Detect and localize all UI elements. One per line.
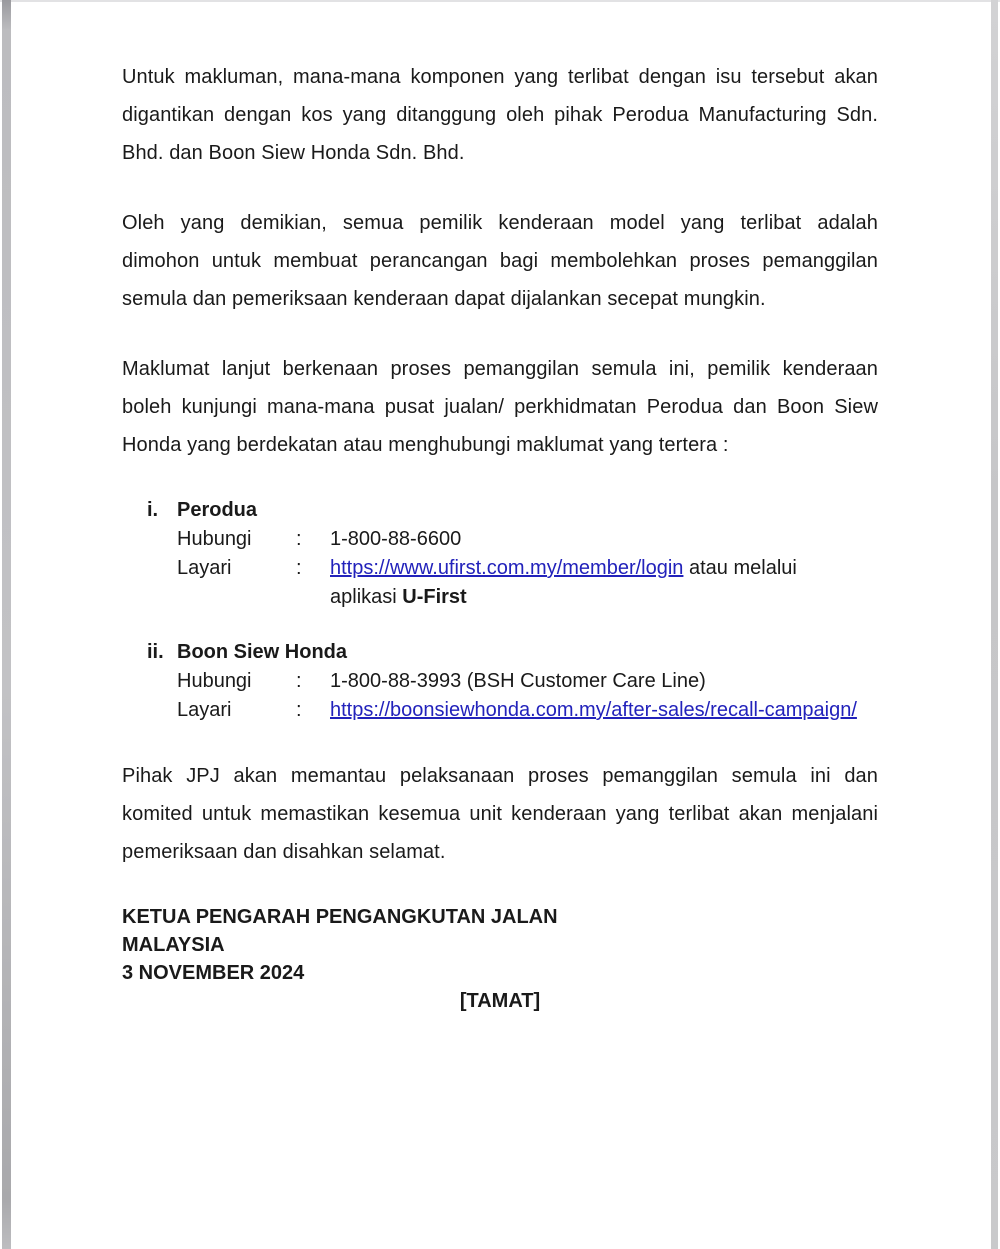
list-index: ii. <box>147 641 164 663</box>
paragraph-line: boleh kunjungi mana-mana pusat jualan/ perkhidmatan Perodua dan Boon Siew <box>122 396 878 418</box>
contact-website-row <box>122 696 878 725</box>
paragraph-line: pemeriksaan dan disahkan selamat. <box>122 841 446 863</box>
phone-label: Hubungi <box>177 670 252 692</box>
paragraph-line: Oleh yang demikian, semua pemilik kenderaan model yang terlibat adalah <box>122 212 878 234</box>
paragraph-line: Untuk makluman, mana-mana komponen yang terlibat dengan isu tersebut akan <box>122 66 878 88</box>
list-index: i. <box>147 499 159 521</box>
paragraph-line: Pihak JPJ akan memantau pelaksanaan proses pemanggilan semula ini dan <box>122 765 878 787</box>
paragraph-more-info <box>122 350 878 464</box>
bsh-recall-campaign-link[interactable]: https://boonsiewhonda.com.my/after-sales/recall-campaign/ <box>330 699 857 721</box>
paragraph-owner-request <box>122 204 878 318</box>
contact-item-boon-siew-honda <box>122 638 878 725</box>
paragraph-line: komited untuk memastikan kesemua unit kenderaan yang terlibat akan menjalani <box>122 803 878 825</box>
contact-phone-row <box>122 667 878 696</box>
phone-number: 1-800-88-3993 (BSH Customer Care Line) <box>330 670 706 692</box>
paragraph-components-replaced <box>122 58 878 172</box>
signature-country: MALAYSIA <box>122 934 225 956</box>
colon-separator: : <box>296 670 302 692</box>
website-label: Layari <box>177 699 232 721</box>
paragraph-line: semula dan pemeriksaan kenderaan dapat dijalankan secepat mungkin. <box>122 288 766 310</box>
colon-separator: : <box>296 557 302 579</box>
contact-phone-row <box>122 525 878 554</box>
letter-body <box>122 0 878 1015</box>
signature-block <box>122 903 878 987</box>
connector-word: atau <box>689 557 728 579</box>
ufirst-login-link[interactable]: https://www.ufirst.com.my/member/login <box>330 557 684 579</box>
signature-title: KETUA PENGARAH PENGANGKUTAN JALAN <box>122 906 558 928</box>
contact-item-heading <box>122 638 878 667</box>
page-edge-shadow-left <box>2 0 11 1249</box>
colon-separator: : <box>296 528 302 550</box>
end-marker: [TAMAT] <box>459 990 541 1012</box>
app-name: U-First <box>402 586 467 608</box>
contact-list <box>122 496 878 725</box>
contact-name: Boon Siew Honda <box>177 641 347 663</box>
paragraph-line: digantikan dengan kos yang ditanggung oleh pihak Perodua Manufacturing Sdn. <box>122 104 878 126</box>
contact-name: Perodua <box>177 499 258 521</box>
app-text: aplikasi <box>330 586 397 608</box>
colon-separator: : <box>296 699 302 721</box>
contact-item-heading <box>122 496 878 525</box>
contact-website-continuation-row <box>122 583 878 612</box>
connector-word: melalui <box>733 557 797 579</box>
contact-item-perodua <box>122 496 878 612</box>
website-label: Layari <box>177 557 232 579</box>
paragraph-jpj-monitoring <box>122 757 878 871</box>
phone-number: 1-800-88-6600 <box>330 528 462 550</box>
page-edge-shadow-right <box>991 0 998 1249</box>
paragraph-line: dimohon untuk membuat perancangan bagi membolehkan proses pemanggilan <box>122 250 878 272</box>
contact-website-row <box>122 554 878 583</box>
signature-date: 3 NOVEMBER 2024 <box>122 962 305 984</box>
paragraph-line: Honda yang berdekatan atau menghubungi maklumat yang tertera : <box>122 434 729 456</box>
paragraph-line: Bhd. dan Boon Siew Honda Sdn. Bhd. <box>122 142 465 164</box>
paragraph-line: Maklumat lanjut berkenaan proses pemanggilan semula ini, pemilik kenderaan <box>122 358 878 380</box>
phone-label: Hubungi <box>177 528 252 550</box>
